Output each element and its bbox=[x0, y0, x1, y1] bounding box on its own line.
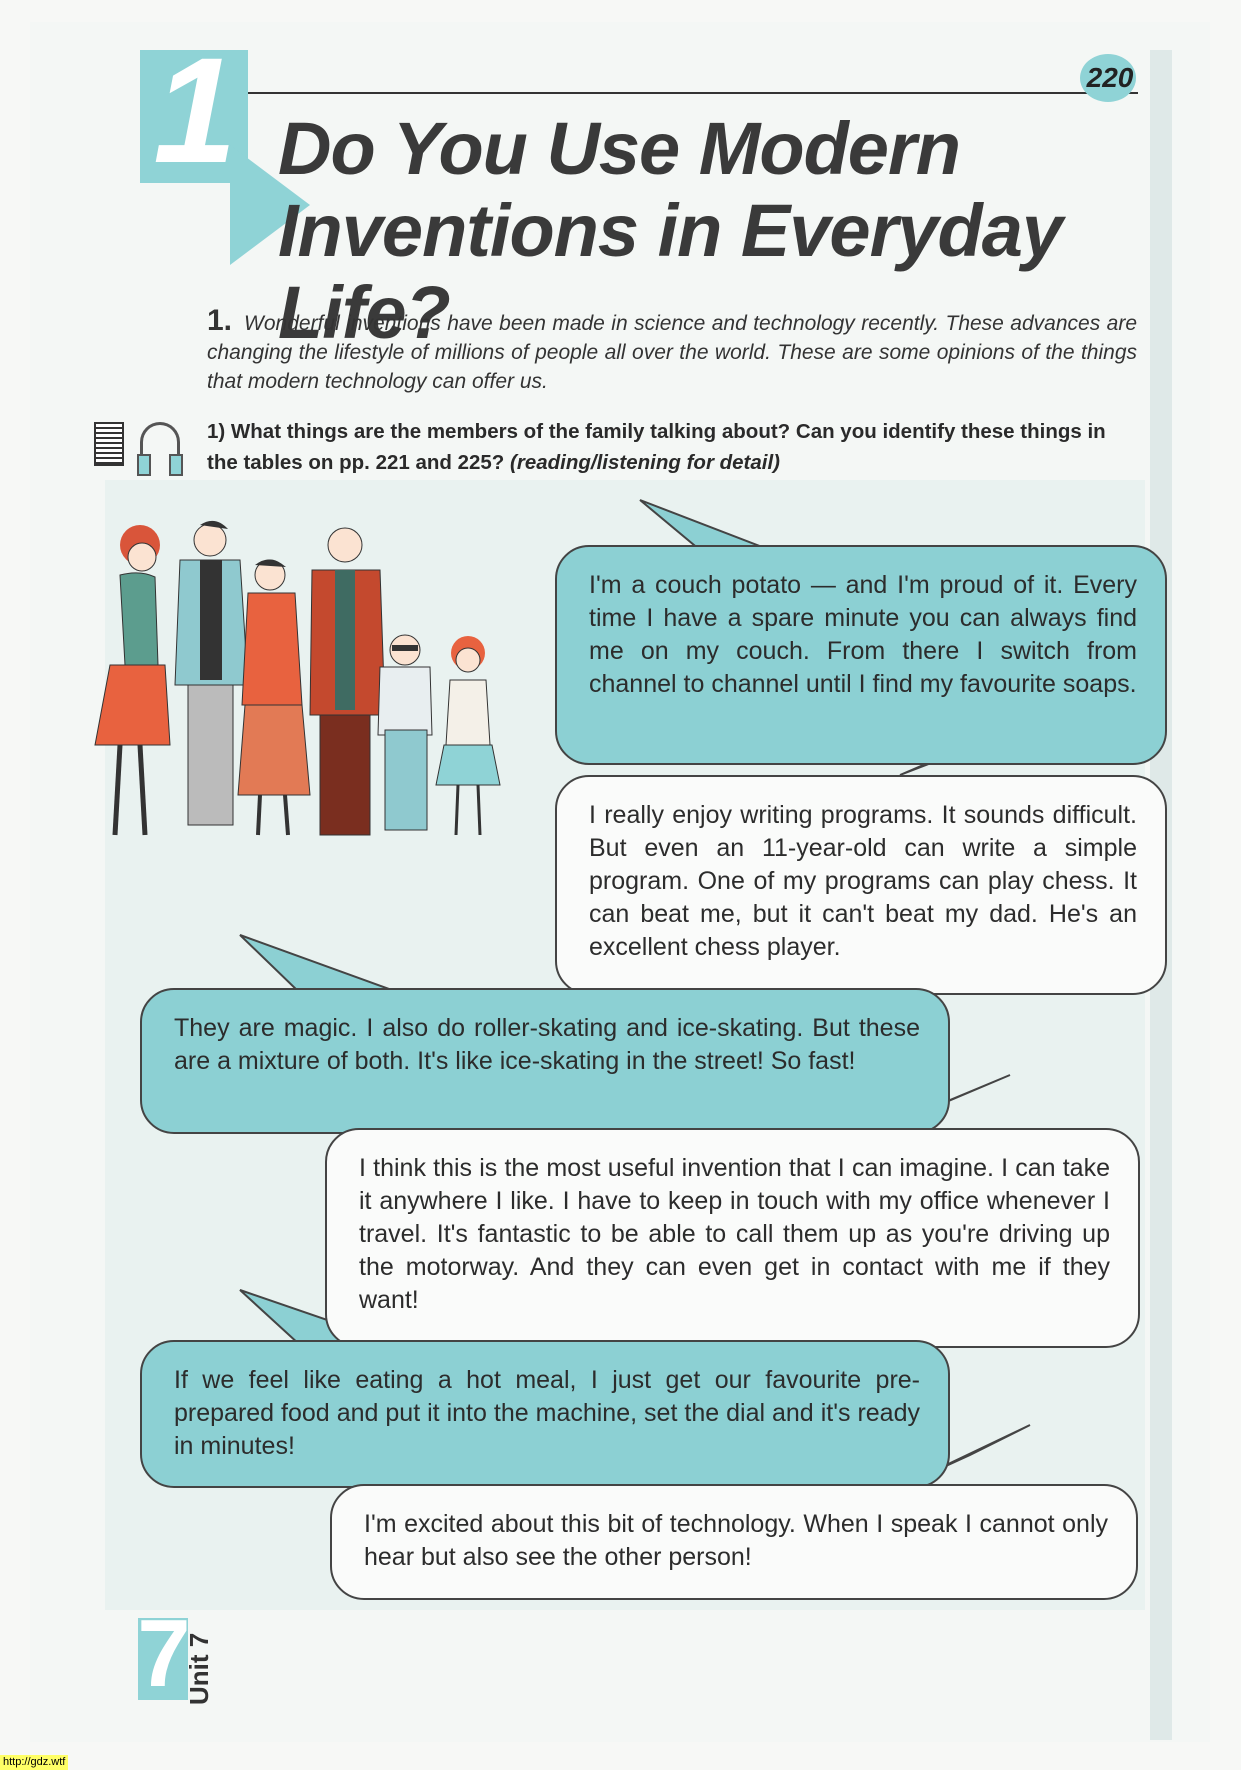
exercise-intro-text: Wonderful inventions have been made in science and technology recently. These advances are changing the lifestyle of millions of people all over the world. These are some opinions of the things that modern technology can offer us. bbox=[207, 312, 1137, 393]
exercise-number: 1. bbox=[207, 304, 233, 337]
speech-bubble-skates: They are magic. I also do roller-skating and ice-skating. But these are a mixture of both. It's like ice-skating in the street! So fast! bbox=[140, 988, 950, 1134]
figure-grandmother bbox=[238, 559, 310, 835]
speech-bubble-couch-potato: I'm a couch potato — and I'm proud of it. Every time I have a spare minute you can always find me on my couch. From there I switch from channel to channel until I find my favourite soaps. bbox=[555, 545, 1167, 765]
headphones-icon bbox=[140, 422, 180, 468]
unit-label: Unit 7 bbox=[184, 1632, 214, 1705]
speech-bubble-microwave: If we feel like eating a hot meal, I just get our favourite pre-prepared food and put it into the machine, set the dial and it's ready in minutes! bbox=[140, 1340, 950, 1488]
site-watermark-link[interactable]: http://gdz.wtf bbox=[0, 1755, 68, 1770]
family-illustration bbox=[70, 515, 540, 865]
figure-mother bbox=[95, 525, 170, 835]
task-text: 1) What things are the members of the family talking about? Can you identify these things in the tables on pp. 221 and 225? bbox=[207, 420, 1106, 474]
bubble-tail-3 bbox=[240, 935, 410, 995]
exercise-intro bbox=[207, 306, 1137, 396]
speech-bubble-mobile-phone: I think this is the most useful invention that I can imagine. I can take it anywhere I like. I have to keep in touch with my office whenever I travel. It's fantastic to be able to call them up as you're driving up the motorway. And they can even get in contact with me if they want! bbox=[325, 1128, 1140, 1348]
book-icon bbox=[94, 422, 124, 466]
unit-number: 7 bbox=[137, 1600, 191, 1707]
header-divider bbox=[248, 92, 1138, 94]
task-hint: (reading/listening for detail) bbox=[510, 451, 780, 474]
figure-girl bbox=[436, 636, 500, 835]
figure-father bbox=[175, 521, 248, 825]
speech-bubble-videophone: I'm excited about this bit of technology. When I speak I cannot only hear but also see the other person! bbox=[330, 1484, 1138, 1600]
page-number: 220 bbox=[1086, 62, 1134, 93]
figure-grandfather bbox=[310, 528, 385, 835]
lesson-number: 1 bbox=[153, 26, 237, 194]
exercise-task bbox=[207, 416, 1137, 478]
speech-bubble-programs: I really enjoy writing programs. It sounds difficult. But even an 11-year-old can write a simple program. One of my programs can play chess. It can beat me, but it can't beat my dad. He's an excellent chess player. bbox=[555, 775, 1167, 995]
figure-boy bbox=[378, 635, 432, 830]
page-title: Do You Use Modern Inventions in Everyday Life? bbox=[278, 107, 1063, 354]
